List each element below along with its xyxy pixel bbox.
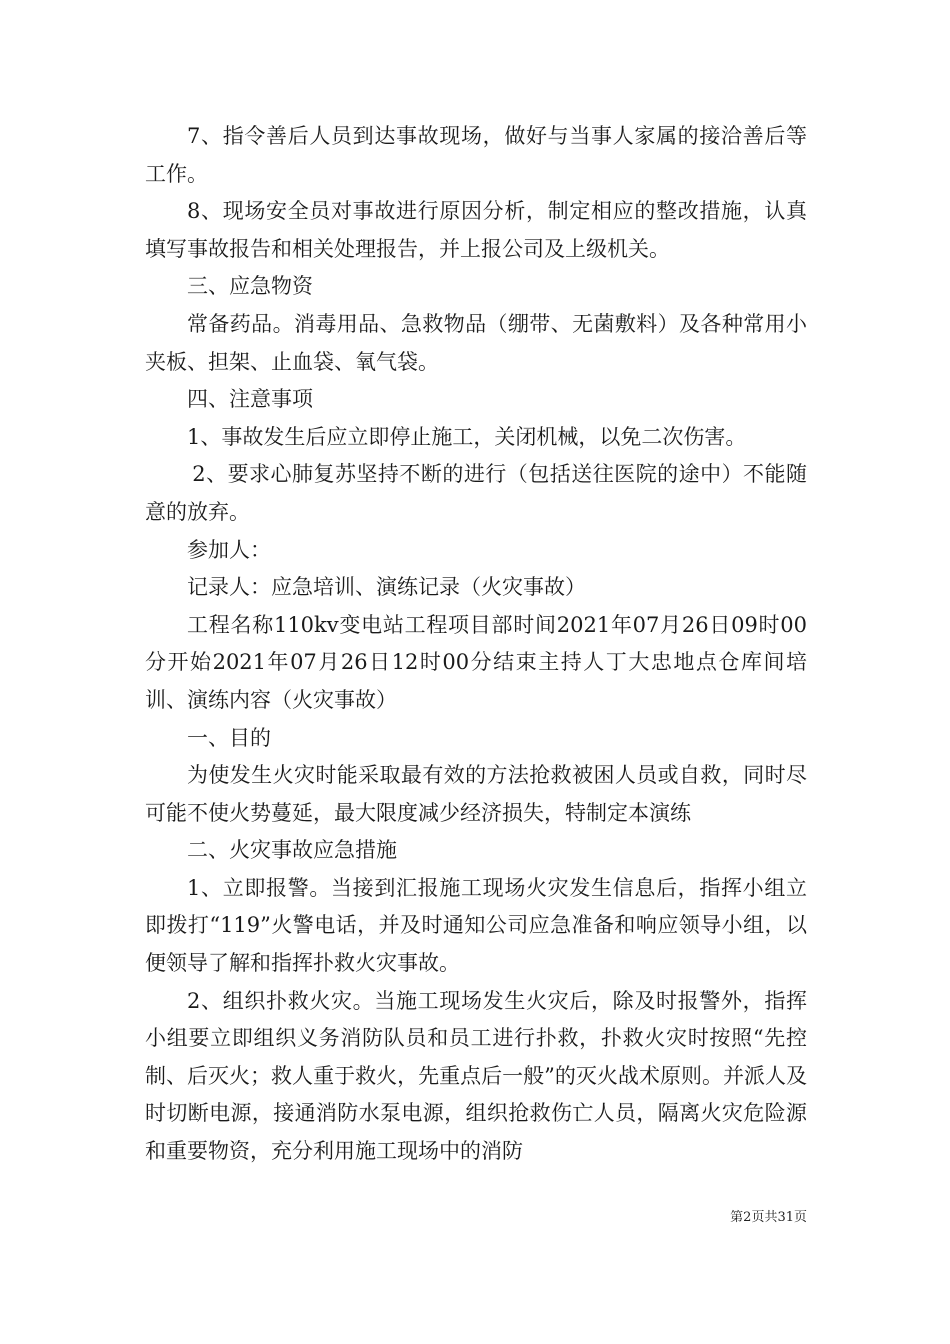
paragraph-item-7: 7、指令善后人员到达事故现场，做好与当事人家属的接洽善后等工作。 [145,124,807,186]
paragraph-precaution-1: 1、事故发生后应立即停止施工，关闭机械，以免二次伤害。 [187,424,747,449]
paragraph-fire-measure-1: 1、立即报警。当接到汇报施工现场火灾发生信息后，指挥小组立即拨打“119”火警电话，并及时通知公司应急准备和响应领导小组，以便领导了解和指挥扑救火灾事故。 [145,875,807,976]
recorder-label: 记录人：应急培训、演练记录（火灾事故） [187,575,586,600]
section-heading-emergency-supplies: 三、应急物资 [187,274,313,299]
section-heading-purpose: 一、目的 [187,725,271,750]
paragraph-purpose: 为使发生火灾时能采取最有效的方法抢救被困人员或自救，同时尽可能不使火势蔓延，最大限度减少经济损失，特制定本演练 [145,763,807,825]
project-info: 工程名称110kv变电站工程项目部时间2021年07月26日09时00分开始2021年07月26日12时00分结束主持人丁大忠地点仓库间培训、演练内容（火灾事故） [145,612,807,712]
page-number: 第2页共31页 [730,1210,807,1225]
section-heading-fire-measures: 二、火灾事故应急措施 [187,838,397,863]
participants-label: 参加人： [187,537,271,562]
paragraph-supplies: 常备药品。消毒用品、急救物品（绷带、无菌敷料）及各种常用小夹板、担架、止血袋、氧气袋。 [145,311,807,374]
paragraph-precaution-2: 2、要求心肺复苏坚持不断的进行（包括送往医院的途中）不能随意的放弃。 [145,462,807,524]
paragraph-fire-measure-2: 2、组织扑救火灾。当施工现场发生火灾后，除及时报警外，指挥小组要立即组织义务消防队员和员工进行扑救，扑救火灾时按照“先控制、后灭火；救人重于救火，先重点后一般”的灭火战术原则。并派人及时切断电源，接通消防水泵电源，组织抢救伤亡人员，隔离火灾危险源和重要物资，充分利用施工现场中的消防 [145,988,807,1164]
document-body [145,118,807,1171]
paragraph-item-8: 8、现场安全员对事故进行原因分析，制定相应的整改措施，认真填写事故报告和相关处理报告，并上报公司及上级机关。 [145,199,807,261]
section-heading-precautions: 四、注意事项 [187,387,313,412]
